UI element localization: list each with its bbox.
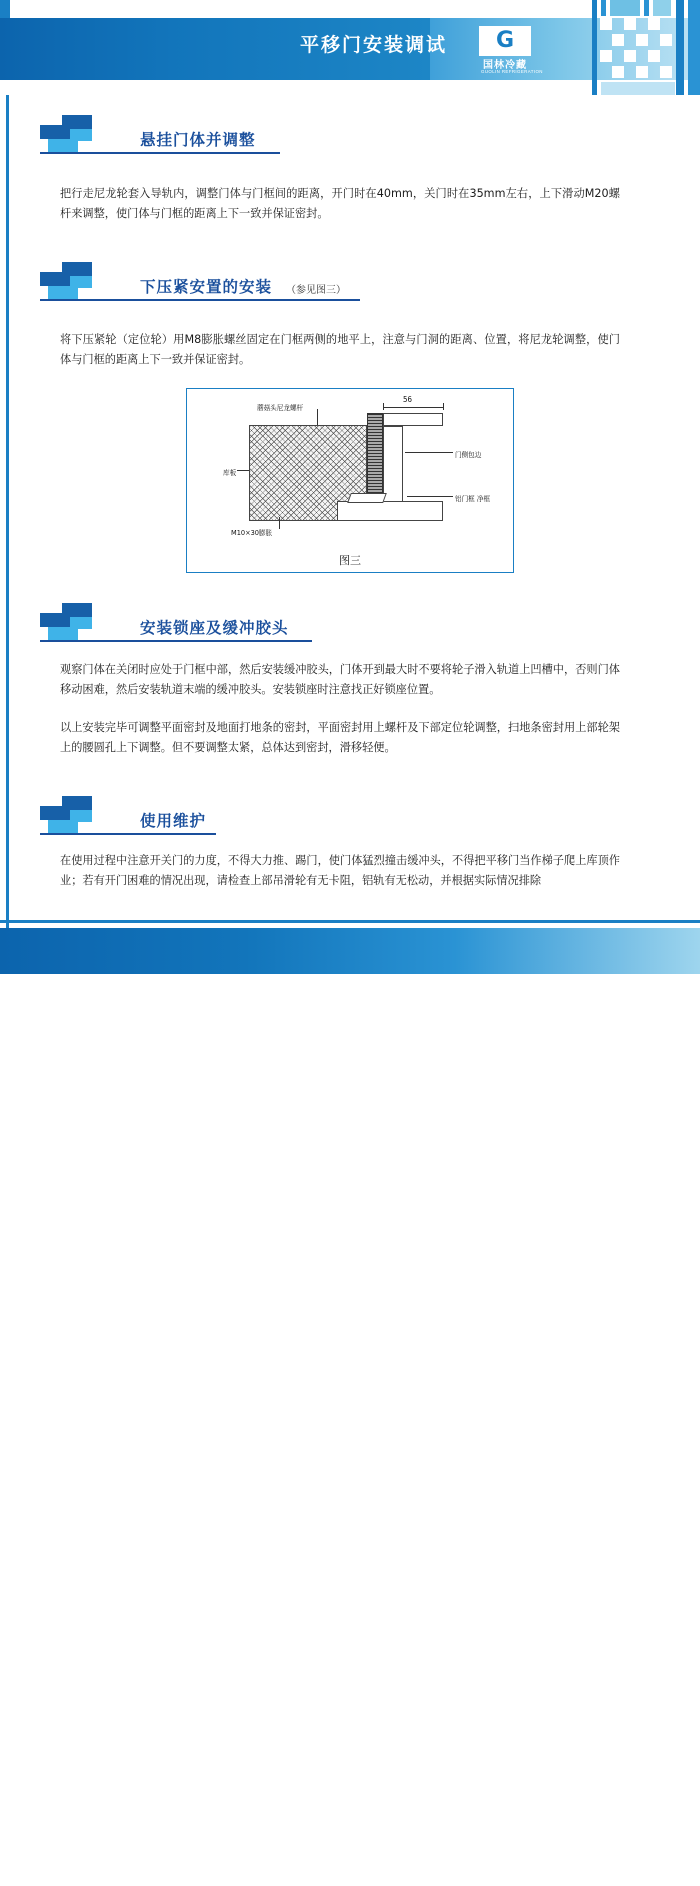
page-title: 平移门安装调试 [300, 34, 448, 56]
figure-frame-notch [347, 493, 387, 503]
header-deco-square [636, 34, 648, 46]
figure-leader-line [237, 470, 249, 471]
figure-frame-top [383, 413, 443, 426]
header-deco-square [648, 18, 660, 30]
figure-label-top-part: 蘑菇头尼龙螺杆 [257, 404, 304, 412]
section-3-icon [40, 603, 108, 645]
header-stripe [653, 0, 671, 16]
section-1-title: 悬挂门体并调整 [140, 131, 256, 149]
header-stripe [610, 0, 640, 16]
page-number: 8 [676, 1864, 690, 1886]
figure-leader-line [279, 517, 280, 529]
figure-label-right-upper: 门侧包边 [455, 451, 482, 459]
figure-leader-line [407, 496, 453, 497]
section-3-paragraph-1: 观察门体在关闭时应处于门框中部，然后安装缓冲胶头，门体开到最大时不要将轮子滑入轨道上凹槽中，否则门体移动困难，然后安装轨道末端的缓冲胶头。安装锁座时注意找正好锁座位置。 [60, 663, 620, 696]
section-1-paragraph-1: 把行走尼龙轮套入导轨内，调整门体与门框间的距离，开门时在40mm，关门时在35mm左右，上下滑动M20螺杆来调整，使门体与门框的距离上下一致并保证密封。 [60, 187, 620, 220]
section-3-paragraph-2: 以上安装完毕可调整平面密封及地面打地条的密封，平面密封用上螺杆及下部定位轮调整，扫地条密封用上部轮架上的腰圆孔上下调整。但不要调整太紧，总体达到密封，滑移轻便。 [60, 721, 620, 754]
header-deco-square [624, 50, 636, 62]
logo-company-name-en: GUOLIN REFRIGERATION [481, 69, 543, 74]
figure-frame-foot [337, 501, 443, 521]
section-2-icon [40, 262, 108, 304]
figure-label-left-part: 库板 [223, 469, 237, 477]
section-4-rule [40, 833, 216, 835]
header-deco-square [600, 18, 612, 30]
header-deco-square [624, 18, 636, 30]
header-deco-square [636, 66, 648, 78]
section-3-title: 安装锁座及缓冲胶头 [140, 619, 289, 637]
section-2-paragraph-1: 将下压紧轮（定位轮）用M8膨胀螺丝固定在门框两侧的地平上，注意与门洞的距离、位置，将尼龙轮调整，使门体与门框的距离上下一致并保证密封。 [60, 333, 620, 366]
figure-caption: 图三 [339, 554, 361, 567]
header-deco-square [648, 50, 660, 62]
logo-g-icon: G [495, 28, 515, 53]
header-stripe [688, 0, 700, 95]
header-deco-square [600, 50, 612, 62]
header-deco-square [612, 34, 624, 46]
header-stripe [592, 0, 597, 95]
footer-rule [0, 920, 700, 923]
section-1-rule [40, 152, 280, 154]
figure-leader-line [317, 409, 318, 425]
left-accent-bar [6, 95, 9, 935]
header-deco-square [660, 34, 672, 46]
section-4-title: 使用维护 [140, 812, 207, 830]
figure-label-right-lower: 铝门框 净框 [455, 495, 491, 503]
section-2-title: 下压紧安置的安装 [140, 278, 273, 296]
footer-phone: 0519-88792649 [379, 1869, 484, 1884]
figure-dimension-tick [383, 403, 384, 410]
logo-company-name-cn: 国林冷藏 [483, 60, 527, 71]
header-deco-square [660, 66, 672, 78]
section-1-icon [40, 115, 108, 157]
figure-leader-line [405, 452, 453, 453]
footer-website: www.cz-guolin.com [496, 1869, 622, 1884]
figure-dimension-line [383, 407, 443, 408]
footer-contact [380, 1869, 622, 1884]
section-4-paragraph-1: 在使用过程中注意开关门的力度，不得大力推、踢门，使门体猛烈撞击缓冲头，不得把平移门当作梯子爬上库顶作业；若有开门困难的情况出现，请检查上部吊滑轮有无卡阻，铝轨有无松动，并根据实际情况排除 [60, 854, 620, 887]
header-left-edge [0, 0, 10, 18]
section-2-note: （参见图三） [286, 285, 346, 296]
header-stripe [676, 0, 684, 95]
figure-dimension-label: 56 [403, 395, 413, 404]
figure-label-bottom-part: M10×30膨胀 [231, 529, 273, 537]
figure-dimension-tick [443, 403, 444, 410]
page-header [0, 0, 700, 95]
figure-frame-body [383, 426, 403, 508]
section-3-rule [40, 640, 312, 642]
section-2-rule [40, 299, 360, 301]
page-footer [0, 928, 700, 1886]
header-stripe [601, 0, 606, 16]
header-deco-square [612, 66, 624, 78]
figure-3 [186, 388, 514, 573]
section-4-icon [40, 796, 108, 838]
header-stripe [644, 0, 649, 16]
header-stripe [601, 82, 675, 95]
